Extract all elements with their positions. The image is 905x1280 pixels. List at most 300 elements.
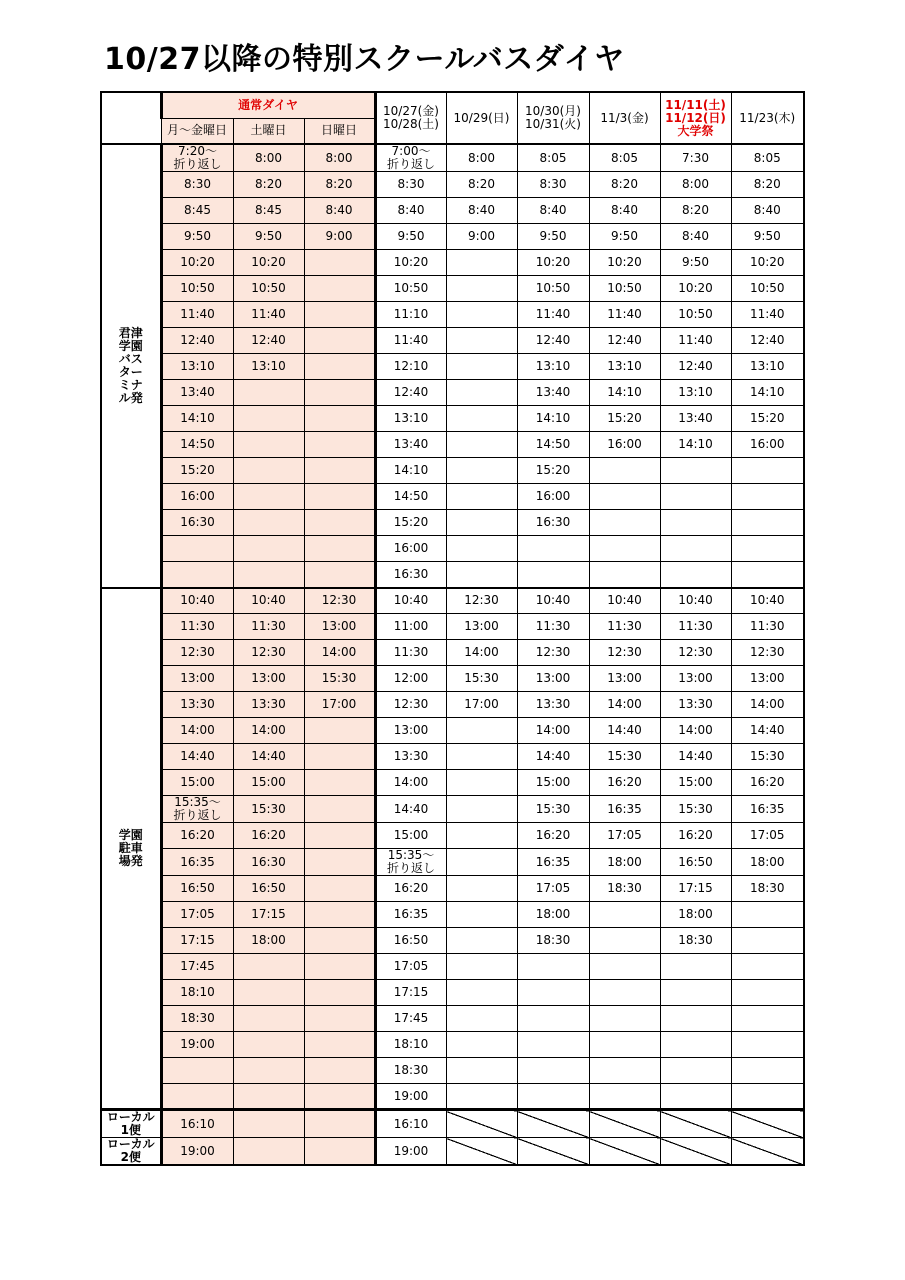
time-cell: 15:00: [233, 770, 304, 796]
local-normal-time: 16:10: [161, 1110, 233, 1138]
time-cell: [589, 536, 660, 562]
time-cell: 12:40: [660, 354, 731, 380]
time-cell: 8:40: [660, 224, 731, 250]
time-cell: [304, 458, 375, 484]
no-service-cell: [304, 1138, 375, 1166]
table-row: [101, 198, 804, 224]
time-cell: 14:50: [375, 484, 446, 510]
time-cell: [446, 380, 517, 406]
time-cell: [233, 484, 304, 510]
section-label-text: 学園駐車場発: [118, 827, 143, 868]
time-cell: 12:00: [375, 666, 446, 692]
no-service-cell: [517, 1110, 589, 1138]
time-cell: [446, 510, 517, 536]
time-cell: [233, 536, 304, 562]
time-cell: 8:45: [161, 198, 233, 224]
time-cell: [446, 1032, 517, 1058]
time-cell: [446, 562, 517, 588]
time-cell: 17:45: [161, 954, 233, 980]
time-cell: 14:00: [375, 770, 446, 796]
time-cell: 10:40: [375, 588, 446, 614]
time-cell: [660, 510, 731, 536]
time-cell: 12:40: [517, 328, 589, 354]
time-cell: 8:40: [446, 198, 517, 224]
time-cell: [233, 1084, 304, 1110]
time-cell: [446, 954, 517, 980]
time-cell: 14:00: [446, 640, 517, 666]
time-cell: 13:00: [233, 666, 304, 692]
time-cell: [304, 484, 375, 510]
table-row: [101, 796, 804, 823]
time-cell: [304, 796, 375, 823]
time-cell: [161, 1084, 233, 1110]
time-cell: [660, 562, 731, 588]
time-cell: [446, 980, 517, 1006]
no-service-cell: [446, 1110, 517, 1138]
time-cell: 12:30: [589, 640, 660, 666]
time-cell: [233, 458, 304, 484]
time-cell: 17:05: [375, 954, 446, 980]
time-cell: 16:30: [161, 510, 233, 536]
time-cell: 18:10: [375, 1032, 446, 1058]
time-cell: 10:40: [660, 588, 731, 614]
time-cell: 11:30: [589, 614, 660, 640]
time-cell: [304, 718, 375, 744]
time-cell: [446, 328, 517, 354]
time-cell: 15:30: [233, 796, 304, 823]
time-cell: 11:40: [660, 328, 731, 354]
time-cell: 13:10: [517, 354, 589, 380]
special-date-header: [589, 92, 660, 144]
time-cell: 11:40: [517, 302, 589, 328]
time-cell: 9:50: [589, 224, 660, 250]
special-date-header: [517, 92, 589, 144]
time-cell: [731, 484, 804, 510]
local-label: [101, 1110, 161, 1138]
time-cell: 18:10: [161, 980, 233, 1006]
time-cell: [304, 536, 375, 562]
time-cell: 11:40: [589, 302, 660, 328]
local-special-time: 16:10: [375, 1110, 446, 1138]
time-cell: [446, 902, 517, 928]
time-cell: [233, 954, 304, 980]
time-cell: [304, 250, 375, 276]
local-label-line: ローカル: [106, 1110, 155, 1124]
time-cell: 14:40: [161, 744, 233, 770]
time-cell: [446, 1058, 517, 1084]
time-cell: [233, 1006, 304, 1032]
time-cell: 10:40: [517, 588, 589, 614]
local-label-line: 1便: [120, 1123, 141, 1137]
no-service-cell: [731, 1138, 804, 1166]
date-line: 11/11(土): [665, 97, 726, 112]
time-cell: 8:05: [589, 144, 660, 172]
time-cell: [233, 510, 304, 536]
time-cell: 9:50: [233, 224, 304, 250]
time-cell: [589, 562, 660, 588]
time-cell: 14:10: [660, 432, 731, 458]
special-date-header: [446, 92, 517, 144]
time-cell: [304, 276, 375, 302]
time-cell: 16:35: [589, 796, 660, 823]
time-cell: [233, 432, 304, 458]
time-cell: 11:30: [660, 614, 731, 640]
time-cell: 11:30: [517, 614, 589, 640]
time-cell: [660, 458, 731, 484]
time-cell: 8:20: [304, 172, 375, 198]
time-cell: [731, 510, 804, 536]
time-cell: 13:00: [304, 614, 375, 640]
time-cell: [446, 770, 517, 796]
no-service-cell: [589, 1138, 660, 1166]
table-row: [101, 276, 804, 302]
time-cell: [660, 954, 731, 980]
time-cell: 16:20: [375, 876, 446, 902]
time-cell: 16:35: [161, 849, 233, 876]
table-row: [101, 144, 804, 172]
time-cell: [589, 510, 660, 536]
time-cell: 9:50: [731, 224, 804, 250]
time-cell: [304, 980, 375, 1006]
time-cell: 16:20: [161, 823, 233, 849]
date-line: 10/27(金): [383, 104, 439, 118]
time-cell: 10:20: [375, 250, 446, 276]
time-cell: [731, 1032, 804, 1058]
time-cell: [304, 849, 375, 876]
time-cell: 16:20: [233, 823, 304, 849]
time-cell: 8:20: [731, 172, 804, 198]
section-label: [101, 144, 161, 588]
time-cell: 15:20: [517, 458, 589, 484]
time-cell: 10:40: [233, 588, 304, 614]
time-cell: [660, 1006, 731, 1032]
no-service-cell: [304, 1110, 375, 1138]
time-cell: 14:00: [233, 718, 304, 744]
time-cell: 14:10: [589, 380, 660, 406]
table-row: [101, 588, 804, 614]
time-cell: 8:00: [446, 144, 517, 172]
time-cell: [446, 432, 517, 458]
time-cell: 10:50: [731, 276, 804, 302]
weekday-header: 月～金曜日: [161, 118, 233, 144]
time-cell: 13:00: [375, 718, 446, 744]
time-cell: 11:30: [731, 614, 804, 640]
time-cell: 14:50: [161, 432, 233, 458]
time-cell: 9:50: [375, 224, 446, 250]
time-cell: [446, 876, 517, 902]
time-cell: 16:35: [731, 796, 804, 823]
time-cell: 10:20: [731, 250, 804, 276]
time-cell: 10:50: [233, 276, 304, 302]
table-row: [101, 536, 804, 562]
time-cell: 8:00: [304, 144, 375, 172]
time-cell: 15:00: [517, 770, 589, 796]
time-cell: [233, 1032, 304, 1058]
date-line: 10/28(土): [383, 117, 439, 131]
time-cell: 16:00: [517, 484, 589, 510]
time-cell: 12:40: [589, 328, 660, 354]
time-cell: 12:10: [375, 354, 446, 380]
time-cell: 18:30: [589, 876, 660, 902]
time-cell: [304, 354, 375, 380]
timetable: [100, 91, 805, 1166]
time-cell: 14:40: [517, 744, 589, 770]
local-label-line: ローカル: [106, 1137, 155, 1151]
time-cell: 16:30: [375, 562, 446, 588]
weekday-header: 土曜日: [233, 118, 304, 144]
time-cell: 13:00: [517, 666, 589, 692]
time-cell: 17:15: [161, 928, 233, 954]
time-cell: 13:00: [589, 666, 660, 692]
table-row: [101, 380, 804, 406]
time-cell: 12:30: [660, 640, 731, 666]
time-cell: 18:30: [375, 1058, 446, 1084]
time-cell: 14:10: [161, 406, 233, 432]
time-cell: 12:30: [304, 588, 375, 614]
time-cell: 15:30: [304, 666, 375, 692]
time-cell: 13:40: [660, 406, 731, 432]
table-row: [101, 432, 804, 458]
time-cell: 8:30: [161, 172, 233, 198]
time-cell: 8:00: [660, 172, 731, 198]
time-cell: [161, 1058, 233, 1084]
time-cell: [233, 1058, 304, 1084]
time-cell: 13:10: [233, 354, 304, 380]
time-cell: [304, 406, 375, 432]
weekday-header: 日曜日: [304, 118, 375, 144]
normal-schedule-header: 通常ダイヤ: [161, 92, 375, 118]
page-title: 10/27以降の特別スクールバスダイヤ: [104, 42, 625, 77]
time-cell: 15:35～ 折り返し: [375, 849, 446, 876]
time-cell: [304, 1032, 375, 1058]
time-cell: 14:40: [233, 744, 304, 770]
time-cell: [589, 1006, 660, 1032]
table-row: [101, 510, 804, 536]
time-cell: 10:40: [731, 588, 804, 614]
time-cell: [304, 928, 375, 954]
time-cell: [731, 902, 804, 928]
table-row: [101, 980, 804, 1006]
time-cell: [589, 902, 660, 928]
time-cell: [446, 1084, 517, 1110]
time-cell: 16:00: [731, 432, 804, 458]
time-cell: 16:00: [375, 536, 446, 562]
time-cell: 8:05: [731, 144, 804, 172]
time-cell: 13:40: [517, 380, 589, 406]
time-cell: 15:00: [660, 770, 731, 796]
time-cell: [517, 954, 589, 980]
time-cell: [589, 1084, 660, 1110]
time-cell: [589, 458, 660, 484]
time-cell: 7:20～ 折り返し: [161, 144, 233, 172]
time-cell: 10:20: [517, 250, 589, 276]
time-cell: 13:30: [660, 692, 731, 718]
time-cell: 12:30: [233, 640, 304, 666]
time-cell: 15:30: [660, 796, 731, 823]
time-cell: [304, 302, 375, 328]
time-cell: 17:05: [517, 876, 589, 902]
time-cell: 17:05: [161, 902, 233, 928]
time-cell: 13:00: [446, 614, 517, 640]
time-cell: [161, 536, 233, 562]
time-cell: 14:00: [304, 640, 375, 666]
time-cell: 14:00: [161, 718, 233, 744]
time-cell: [731, 536, 804, 562]
time-cell: 14:40: [660, 744, 731, 770]
table-row: [101, 1032, 804, 1058]
time-cell: 17:15: [660, 876, 731, 902]
time-cell: 8:20: [233, 172, 304, 198]
table-row: [101, 849, 804, 876]
time-cell: 11:30: [161, 614, 233, 640]
time-cell: 13:40: [161, 380, 233, 406]
time-cell: [589, 1058, 660, 1084]
time-cell: 8:45: [233, 198, 304, 224]
time-cell: 13:10: [375, 406, 446, 432]
time-cell: [304, 1058, 375, 1084]
time-cell: 12:40: [161, 328, 233, 354]
time-cell: 18:30: [161, 1006, 233, 1032]
time-cell: 18:00: [517, 902, 589, 928]
time-cell: [446, 928, 517, 954]
time-cell: 10:40: [589, 588, 660, 614]
date-line: 10/30(月): [525, 104, 581, 118]
time-cell: 15:20: [161, 458, 233, 484]
time-cell: 10:20: [589, 250, 660, 276]
time-cell: 8:30: [375, 172, 446, 198]
time-cell: [589, 1032, 660, 1058]
time-cell: 10:50: [660, 302, 731, 328]
time-cell: 12:30: [375, 692, 446, 718]
time-cell: 13:10: [731, 354, 804, 380]
time-cell: 12:30: [731, 640, 804, 666]
table-row: [101, 354, 804, 380]
time-cell: 17:00: [304, 692, 375, 718]
time-cell: 12:40: [233, 328, 304, 354]
time-cell: 10:20: [660, 276, 731, 302]
time-cell: 18:30: [517, 928, 589, 954]
time-cell: [304, 432, 375, 458]
time-cell: 8:30: [517, 172, 589, 198]
time-cell: 8:40: [304, 198, 375, 224]
time-cell: 13:30: [161, 692, 233, 718]
time-cell: [660, 1058, 731, 1084]
time-cell: [233, 406, 304, 432]
time-cell: 8:40: [375, 198, 446, 224]
time-cell: 12:30: [446, 588, 517, 614]
time-cell: [446, 823, 517, 849]
date-line: 10/31(火): [525, 117, 581, 131]
time-cell: [731, 928, 804, 954]
table-row: [101, 902, 804, 928]
time-cell: 9:50: [517, 224, 589, 250]
time-cell: 12:40: [375, 380, 446, 406]
time-cell: [446, 744, 517, 770]
time-cell: [731, 1084, 804, 1110]
time-cell: 9:50: [660, 250, 731, 276]
time-cell: 18:00: [589, 849, 660, 876]
time-cell: 14:10: [517, 406, 589, 432]
date-line: 大学祭: [677, 123, 714, 138]
time-cell: 14:10: [375, 458, 446, 484]
time-cell: 11:00: [375, 614, 446, 640]
table-row: [101, 224, 804, 250]
time-cell: [660, 536, 731, 562]
time-cell: 16:50: [161, 876, 233, 902]
time-cell: 14:00: [589, 692, 660, 718]
local-special-time: 19:00: [375, 1138, 446, 1166]
time-cell: 10:40: [161, 588, 233, 614]
time-cell: [660, 1032, 731, 1058]
time-cell: 10:20: [161, 250, 233, 276]
time-cell: 16:20: [660, 823, 731, 849]
table-row: [101, 666, 804, 692]
time-cell: [304, 1084, 375, 1110]
table-row: [101, 770, 804, 796]
time-cell: [446, 1006, 517, 1032]
time-cell: [731, 458, 804, 484]
time-cell: 9:00: [304, 224, 375, 250]
time-cell: 8:20: [660, 198, 731, 224]
table-row: [101, 692, 804, 718]
time-cell: 11:40: [161, 302, 233, 328]
time-cell: 14:10: [731, 380, 804, 406]
time-cell: 16:00: [161, 484, 233, 510]
time-cell: [304, 744, 375, 770]
date-line: 11/12(日): [665, 110, 726, 125]
time-cell: 16:20: [589, 770, 660, 796]
time-cell: 15:30: [731, 744, 804, 770]
time-cell: 8:05: [517, 144, 589, 172]
table-row: [101, 640, 804, 666]
local-label-line: 2便: [120, 1150, 141, 1164]
time-cell: 15:00: [375, 823, 446, 849]
time-cell: 10:50: [517, 276, 589, 302]
date-line: 11/3(金): [600, 110, 649, 125]
time-cell: [446, 536, 517, 562]
time-cell: 16:35: [517, 849, 589, 876]
time-cell: [589, 954, 660, 980]
time-cell: 14:40: [731, 718, 804, 744]
time-cell: 16:50: [660, 849, 731, 876]
time-cell: [233, 980, 304, 1006]
section-label: [101, 588, 161, 1110]
time-cell: 15:30: [517, 796, 589, 823]
time-cell: [660, 1084, 731, 1110]
local-row: [101, 1138, 804, 1166]
local-row: [101, 1110, 804, 1138]
time-cell: 10:50: [161, 276, 233, 302]
time-cell: 18:00: [660, 902, 731, 928]
time-cell: 13:30: [375, 744, 446, 770]
no-service-cell: [233, 1138, 304, 1166]
time-cell: [517, 1058, 589, 1084]
time-cell: 15:20: [731, 406, 804, 432]
time-cell: 13:30: [517, 692, 589, 718]
no-service-cell: [660, 1138, 731, 1166]
time-cell: [517, 980, 589, 1006]
no-service-cell: [233, 1110, 304, 1138]
table-row: [101, 458, 804, 484]
time-cell: 15:30: [446, 666, 517, 692]
time-cell: 8:40: [731, 198, 804, 224]
table-row: [101, 250, 804, 276]
time-cell: 14:40: [375, 796, 446, 823]
table-row: [101, 823, 804, 849]
time-cell: [517, 1006, 589, 1032]
time-cell: 13:00: [731, 666, 804, 692]
date-line: 11/23(木): [739, 110, 796, 125]
